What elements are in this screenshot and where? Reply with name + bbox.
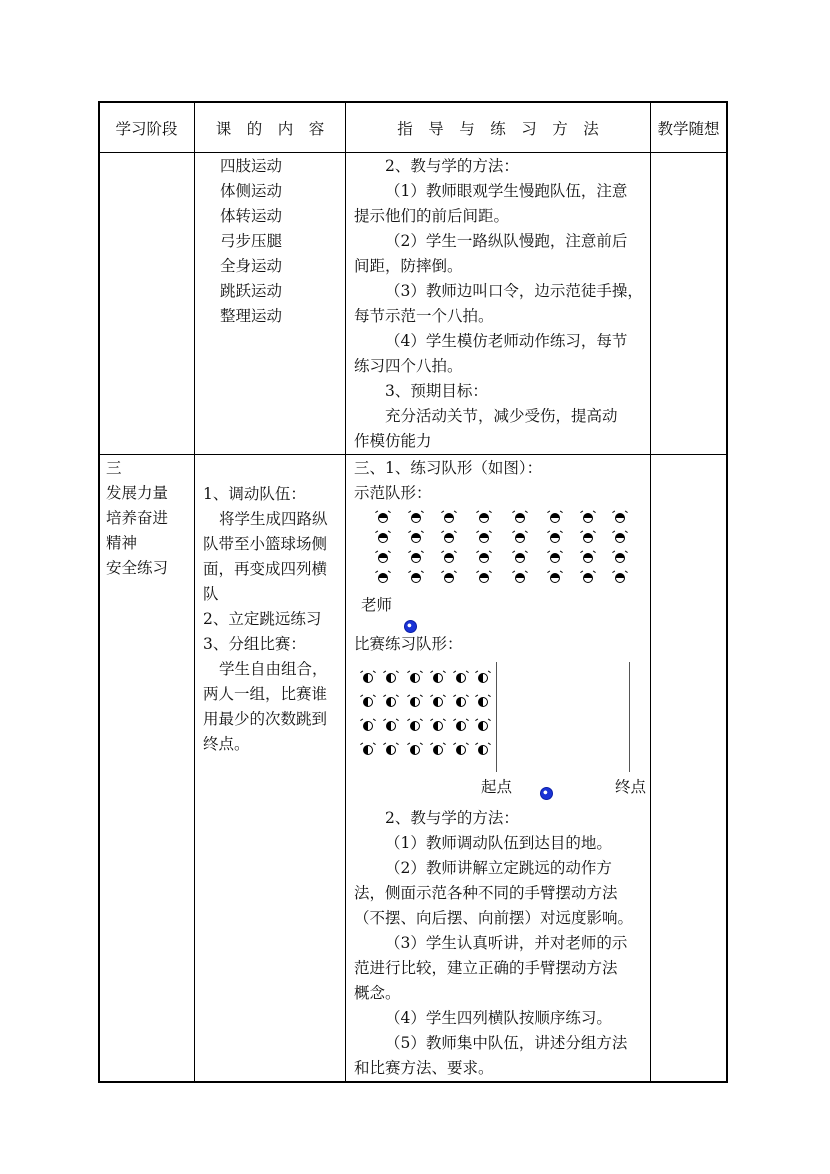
student-marker-icon bbox=[411, 553, 421, 563]
content-line: 学生自由组合， bbox=[219, 660, 328, 678]
student-marker-icon bbox=[410, 745, 420, 755]
student-marker-icon bbox=[479, 573, 489, 583]
student-marker-icon bbox=[378, 533, 388, 543]
method-line: （4）学生四列横队按顺序练习。 bbox=[385, 1009, 612, 1027]
method-line: 作模仿能力 bbox=[354, 432, 432, 450]
method-line: 每节示范一个八拍。 bbox=[354, 307, 494, 325]
student-marker-icon bbox=[386, 745, 396, 755]
student-marker-icon bbox=[386, 697, 396, 707]
stage-line: 三 bbox=[106, 459, 122, 477]
row1-bottom-border bbox=[98, 454, 728, 455]
col-divider-2 bbox=[345, 101, 346, 1083]
student-marker-icon bbox=[456, 673, 466, 683]
table-bottom-border bbox=[98, 1081, 728, 1083]
student-marker-icon bbox=[444, 573, 454, 583]
list-item: 全身运动 bbox=[220, 257, 283, 275]
student-marker-icon bbox=[583, 553, 593, 563]
student-marker-icon bbox=[515, 533, 525, 543]
student-marker-icon bbox=[583, 573, 593, 583]
method-line: （1）教师眼观学生慢跑队伍，注意 bbox=[385, 182, 628, 200]
student-marker-icon bbox=[410, 673, 420, 683]
student-marker-icon bbox=[386, 673, 396, 683]
method-line: （不摆、向后摆、向前摆）对远度影响。 bbox=[354, 909, 634, 927]
student-marker-icon bbox=[444, 513, 454, 523]
method-line: 充分活动关节，减少受伤，提高动 bbox=[385, 407, 618, 425]
student-marker-icon bbox=[550, 513, 560, 523]
content-line: 两人一组，比赛谁 bbox=[203, 685, 328, 703]
demo-formation-label: 示范队形： bbox=[354, 484, 432, 502]
method-line: （2）学生一路纵队慢跑，注意前后 bbox=[385, 232, 628, 250]
method-line: 和比赛方法、要求。 bbox=[354, 1059, 494, 1077]
student-marker-icon bbox=[479, 513, 489, 523]
student-marker-icon bbox=[363, 697, 373, 707]
student-marker-icon bbox=[583, 513, 593, 523]
method-line: （2）教师讲解立定跳远的动作方 bbox=[385, 859, 612, 877]
student-marker-icon bbox=[386, 721, 396, 731]
content-line: 用最少的次数跳到 bbox=[203, 710, 328, 728]
stage-line: 培养奋进 bbox=[106, 509, 169, 527]
student-marker-icon bbox=[479, 533, 489, 543]
stage-line: 精神 bbox=[106, 534, 138, 552]
stage-line: 发展力量 bbox=[106, 484, 169, 502]
student-marker-icon bbox=[550, 553, 560, 563]
list-item: 体侧运动 bbox=[220, 182, 283, 200]
student-marker-icon bbox=[478, 745, 488, 755]
student-marker-icon bbox=[363, 721, 373, 731]
header-bottom-border bbox=[98, 152, 728, 153]
header-content: 课 的 内 容 bbox=[215, 120, 325, 138]
student-marker-icon bbox=[615, 533, 625, 543]
student-marker-icon bbox=[515, 573, 525, 583]
student-marker-icon bbox=[410, 697, 420, 707]
student-marker-icon bbox=[515, 513, 525, 523]
method-line: 提示他们的前后间距。 bbox=[354, 207, 510, 225]
competition-formation-label: 比赛练习队形： bbox=[354, 635, 463, 653]
start-line bbox=[496, 662, 497, 772]
student-marker-icon bbox=[433, 697, 443, 707]
method-line: （4）学生模仿老师动作练习，每节 bbox=[385, 332, 628, 350]
content-line: 2、立定跳远练习 bbox=[203, 610, 322, 628]
content-line: 终点。 bbox=[203, 735, 250, 753]
list-item: 整理运动 bbox=[220, 307, 283, 325]
list-item: 体转运动 bbox=[220, 207, 283, 225]
header-method: 指 导 与 练 习 方 法 bbox=[397, 120, 599, 138]
method-line: 概念。 bbox=[354, 984, 401, 1002]
content-line: 1、调动队伍： bbox=[203, 485, 306, 503]
student-marker-icon bbox=[615, 553, 625, 563]
student-marker-icon bbox=[550, 533, 560, 543]
method-line: 法，侧面示范各种不同的手臂摆动方法 bbox=[354, 884, 618, 902]
student-marker-icon bbox=[615, 573, 625, 583]
end-label: 终点 bbox=[615, 778, 647, 796]
method-line: （5）教师集中队伍，讲述分组方法 bbox=[385, 1034, 628, 1052]
list-item: 弓步压腿 bbox=[220, 232, 283, 250]
student-marker-icon bbox=[478, 697, 488, 707]
method-line: 3、预期目标： bbox=[385, 382, 488, 400]
table-top-border bbox=[98, 101, 728, 103]
student-marker-icon bbox=[363, 745, 373, 755]
student-marker-icon bbox=[479, 553, 489, 563]
method-heading: 三、1、练习队形（如图）： bbox=[354, 459, 543, 477]
student-marker-icon bbox=[363, 673, 373, 683]
method-line: 范进行比较，建立正确的手臂摆动方法 bbox=[354, 959, 618, 977]
student-marker-icon bbox=[411, 513, 421, 523]
list-item: 跳跃运动 bbox=[220, 282, 283, 300]
table-right-border bbox=[726, 101, 728, 1083]
student-marker-icon bbox=[378, 553, 388, 563]
content-line: 3、分组比赛： bbox=[203, 635, 306, 653]
student-marker-icon bbox=[456, 721, 466, 731]
method-line: 练习四个八拍。 bbox=[354, 357, 463, 375]
student-marker-icon bbox=[478, 673, 488, 683]
student-marker-icon bbox=[515, 553, 525, 563]
content-line: 队带至小篮球场侧 bbox=[203, 535, 328, 553]
method-line: （3）学生认真听讲，并对老师的示 bbox=[385, 934, 628, 952]
header-stage: 学习阶段 bbox=[115, 120, 178, 138]
method-line: （3）教师边叫口令，边示范徒手操， bbox=[385, 282, 643, 300]
student-marker-icon bbox=[433, 745, 443, 755]
student-marker-icon bbox=[583, 533, 593, 543]
method-line: （1）教师调动队伍到达目的地。 bbox=[385, 834, 612, 852]
student-marker-icon bbox=[378, 573, 388, 583]
table-left-border bbox=[98, 101, 100, 1083]
content-line: 面，再变成四列横 bbox=[203, 560, 328, 578]
method-line: 间距，防摔倒。 bbox=[354, 257, 463, 275]
stage-line: 安全练习 bbox=[106, 559, 169, 577]
method-line: 2、教与学的方法： bbox=[385, 157, 519, 175]
student-marker-icon bbox=[411, 573, 421, 583]
teacher-marker-icon bbox=[540, 787, 553, 800]
start-label: 起点 bbox=[481, 778, 513, 796]
method-line: 2、教与学的方法： bbox=[385, 809, 519, 827]
student-marker-icon bbox=[615, 513, 625, 523]
student-marker-icon bbox=[411, 533, 421, 543]
teacher-label: 老师 bbox=[361, 596, 393, 614]
student-marker-icon bbox=[444, 553, 454, 563]
content-line: 队 bbox=[203, 585, 219, 603]
student-marker-icon bbox=[444, 533, 454, 543]
student-marker-icon bbox=[456, 697, 466, 707]
student-marker-icon bbox=[410, 721, 420, 731]
student-marker-icon bbox=[378, 513, 388, 523]
end-line bbox=[629, 662, 630, 772]
student-marker-icon bbox=[456, 745, 466, 755]
student-marker-icon bbox=[433, 673, 443, 683]
list-item: 四肢运动 bbox=[220, 157, 283, 175]
student-marker-icon bbox=[433, 721, 443, 731]
col-divider-1 bbox=[194, 101, 195, 1083]
col-divider-3 bbox=[650, 101, 651, 1083]
student-marker-icon bbox=[478, 721, 488, 731]
header-notes: 教学随想 bbox=[657, 120, 720, 138]
student-marker-icon bbox=[550, 573, 560, 583]
content-line: 将学生成四路纵 bbox=[219, 510, 328, 528]
